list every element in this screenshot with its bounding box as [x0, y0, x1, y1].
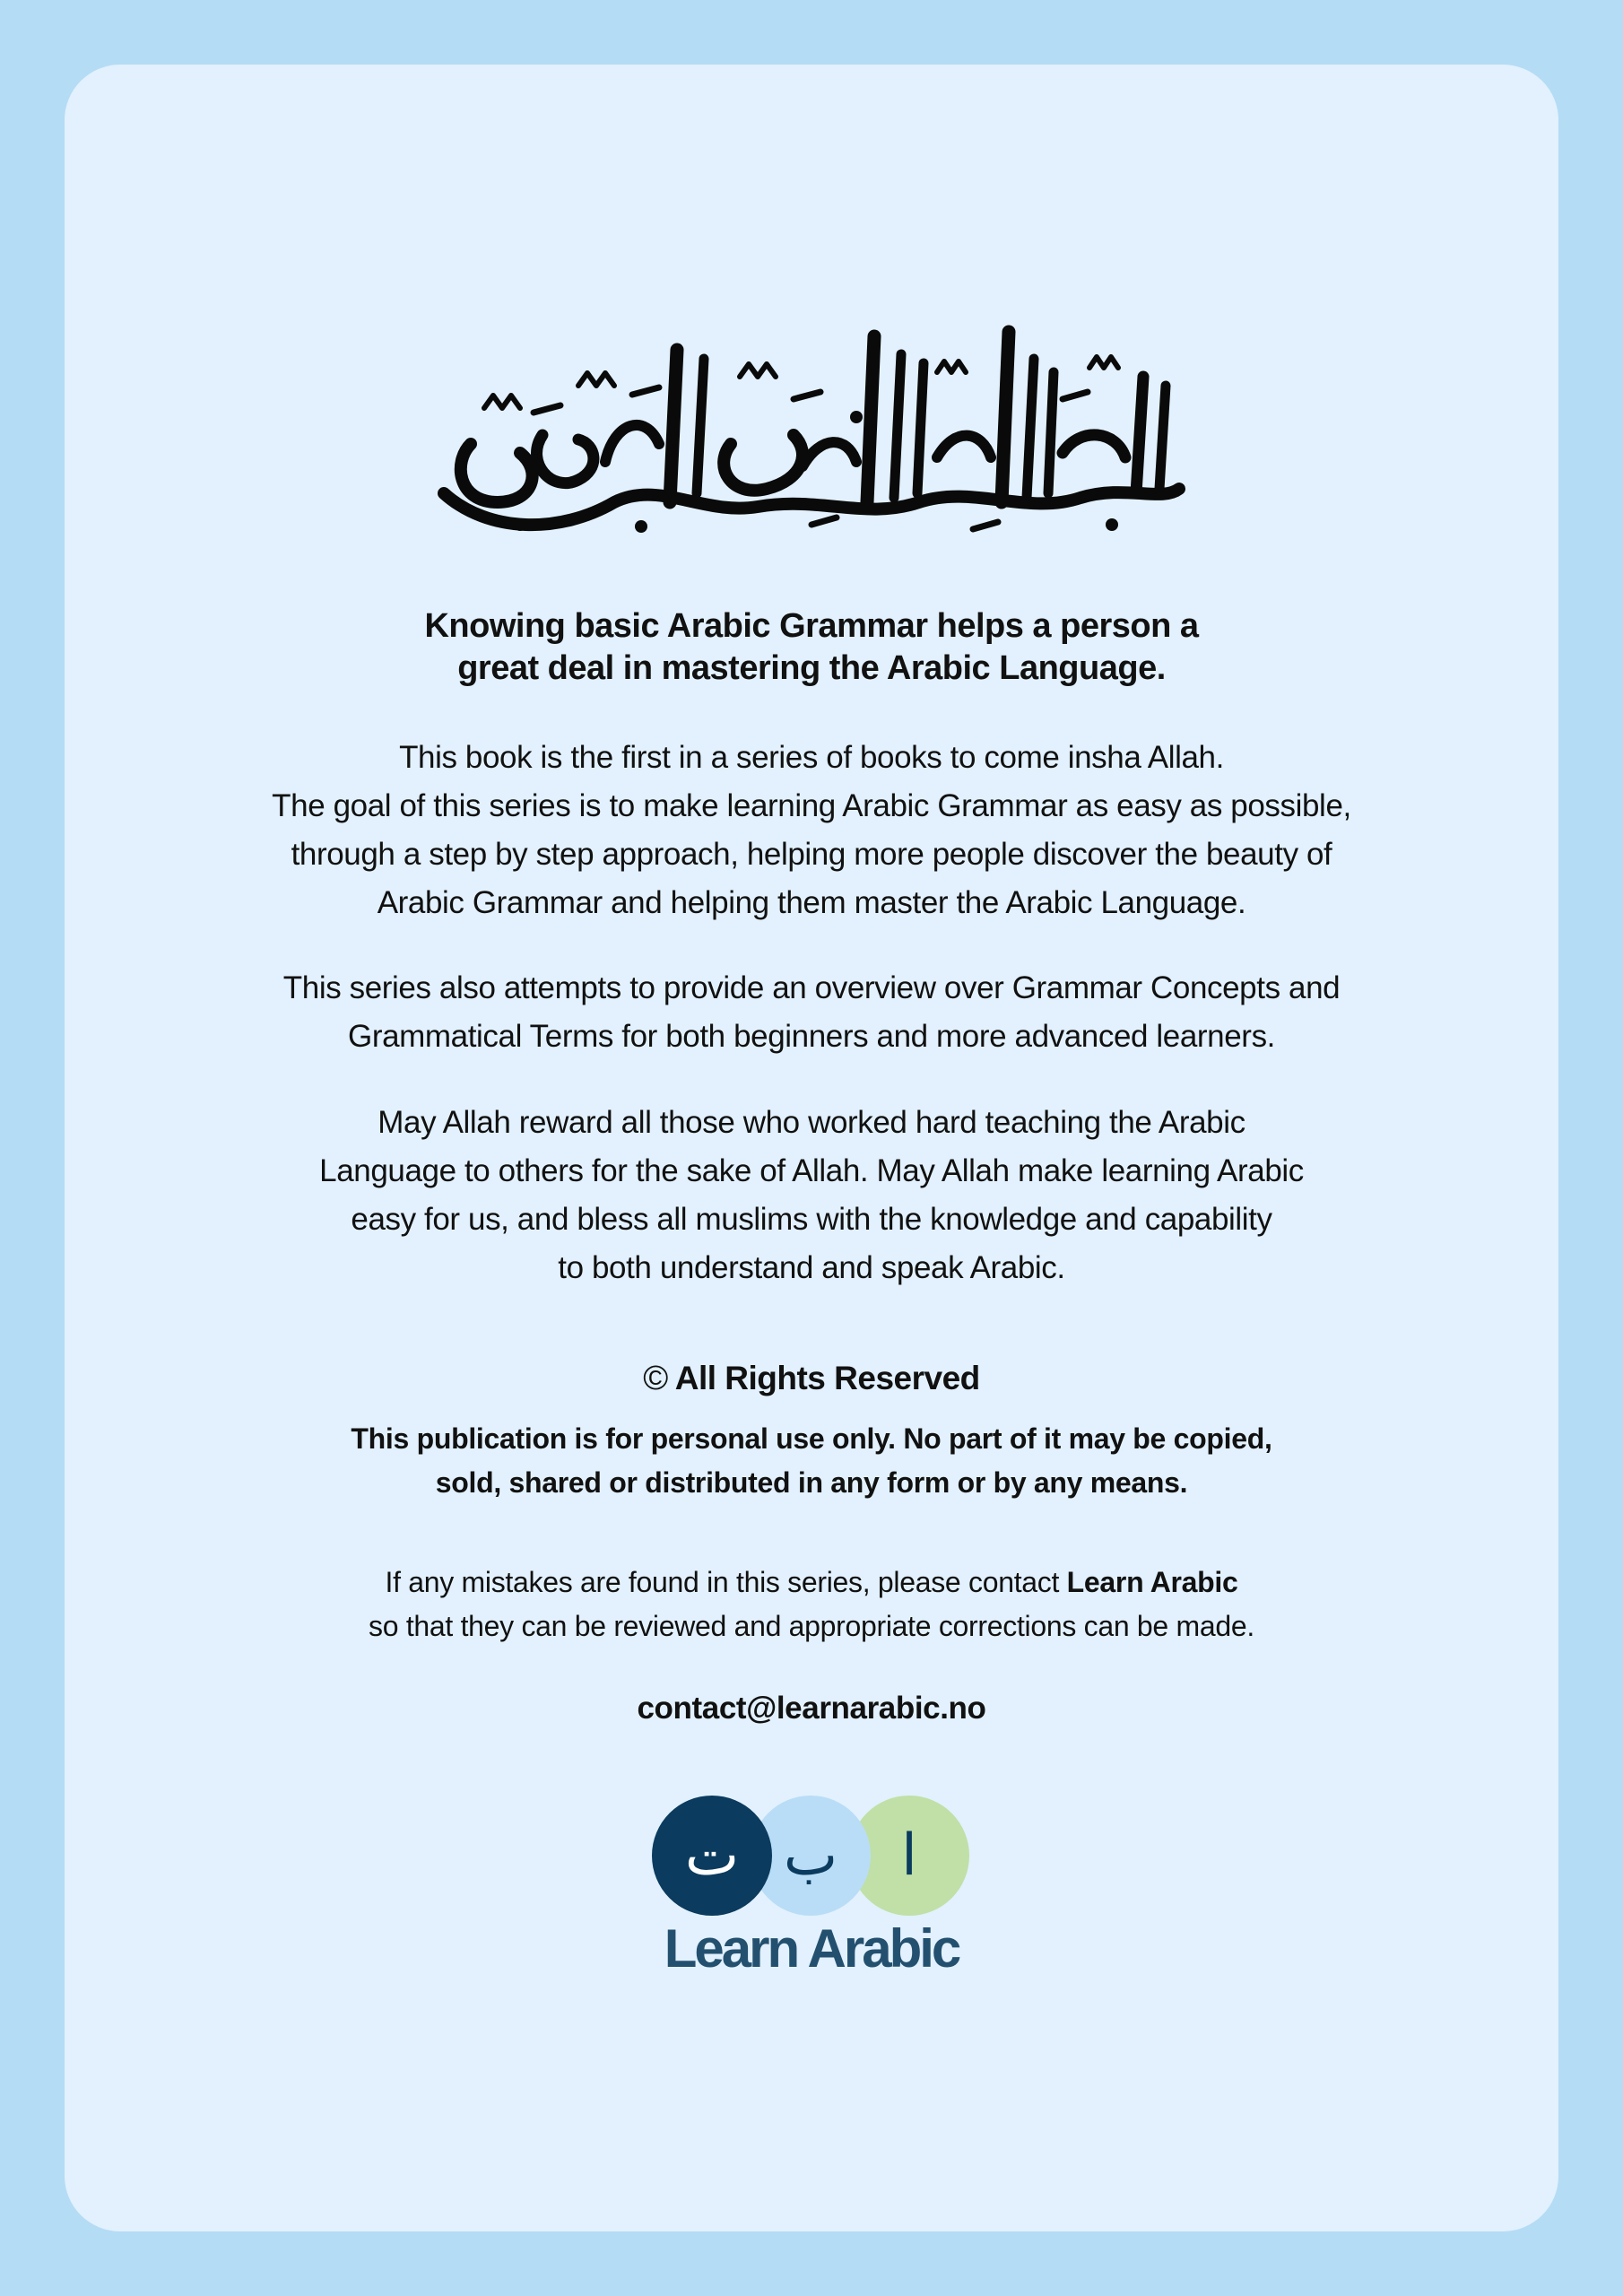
logo-wordmark: Learn Arabic — [664, 1918, 959, 1979]
paragraph-line: easy for us, and bless all muslims with the knowledge and capability — [351, 1202, 1272, 1237]
intro-heading-line-2: great deal in mastering the Arabic Language. — [457, 649, 1166, 687]
mistakes-notice — [0, 1561, 1623, 1648]
learn-arabic-logo — [652, 1794, 971, 1982]
paragraph-line: This series also attempts to provide an overview over Grammar Concepts and — [282, 970, 1341, 1005]
logo-circle-taa: ت — [652, 1796, 772, 1916]
logo-circle-alif: ا — [849, 1796, 969, 1916]
copyright-icon: © — [643, 1360, 668, 1397]
learn-arabic-name: Learn Arabic — [1066, 1566, 1238, 1598]
series-overview-paragraph — [0, 964, 1623, 1061]
contact-email[interactable]: contact@learnarabic.no — [637, 1691, 986, 1726]
bismillah-calligraphy-icon — [430, 296, 1193, 565]
mistakes-line-2: so that they can be reviewed and appropriate corrections can be made. — [369, 1610, 1254, 1642]
mistakes-prefix: If any mistakes are found in this series, please contact — [385, 1566, 1067, 1598]
paragraph-line: The goal of this series is to make learning Arabic Grammar as easy as possible, — [272, 788, 1351, 823]
logo-circle-baa: ب — [751, 1796, 871, 1916]
paragraph-line: Grammatical Terms for both beginners and more advanced learners. — [348, 1019, 1275, 1054]
mistakes-line-1 — [0, 1561, 1623, 1605]
intro-heading — [0, 605, 1623, 690]
dua-paragraph — [0, 1099, 1623, 1292]
paragraph-line: Language to others for the sake of Allah. May Allah make learning Arabic — [319, 1153, 1304, 1188]
usage-notice — [0, 1417, 1623, 1505]
series-goal-paragraph — [0, 734, 1623, 927]
paragraph-line: May Allah reward all those who worked hard teaching the Arabic — [378, 1105, 1245, 1140]
paragraph-line: to both understand and speak Arabic. — [558, 1250, 1065, 1285]
notice-line: sold, shared or distributed in any form or by any means. — [435, 1466, 1188, 1499]
notice-line: This publication is for personal use only. No part of it may be copied, — [351, 1422, 1272, 1455]
paragraph-line: through a step by step approach, helping more people discover the beauty of — [291, 837, 1332, 872]
rights-label: All Rights Reserved — [674, 1360, 980, 1396]
paragraph-line: Arabic Grammar and helping them master the Arabic Language. — [377, 885, 1246, 920]
all-rights-reserved — [0, 1354, 1623, 1403]
intro-heading-line-1: Knowing basic Arabic Grammar helps a person a — [424, 607, 1199, 645]
paragraph-line: This book is the first in a series of books to come insha Allah. — [399, 740, 1224, 775]
